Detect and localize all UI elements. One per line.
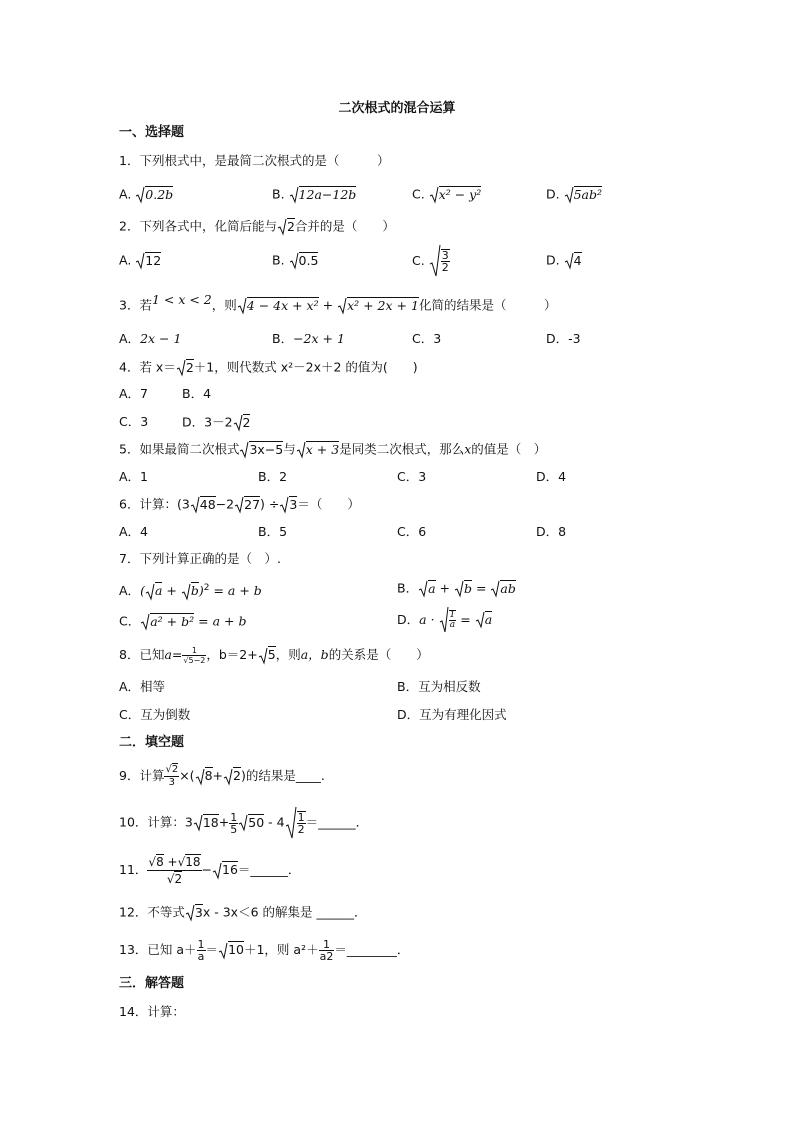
sqrt-symbol bbox=[135, 252, 145, 270]
sqrt-symbol bbox=[289, 186, 299, 204]
sqrt-symbol bbox=[234, 496, 244, 514]
q2-option-b: B. 0.5 bbox=[272, 252, 318, 270]
q5-option-b: B．2 bbox=[258, 469, 288, 484]
q2-option-d: D. 4 bbox=[546, 252, 582, 270]
q12-stem: 12．不等式 3x - 3x＜6 的解集是 ______． bbox=[119, 904, 366, 922]
sqrt-symbol bbox=[454, 580, 464, 598]
sqrt-symbol bbox=[429, 244, 441, 278]
q8-stem: 8．已知a= $\frac{1}{√5-2}$ ，b＝2+ 5，则a，b的关系是（ ） bbox=[119, 646, 429, 665]
q13-stem: 13．已知 a＋ $\frac{1}{a}$ ＝ 10＋1，则 a²＋ $\frac{1}{a2}$ ＝________． bbox=[119, 938, 410, 963]
q11-stem: 11． $\frac{√8 +√18}{√2}$ − 16＝______． bbox=[119, 855, 301, 886]
sqrt-symbol bbox=[145, 583, 155, 601]
section-heading-fill: 二．填空题 bbox=[119, 735, 185, 750]
q1-stem: 1．下列根式中，是最简二次根式的是（ ） bbox=[119, 153, 390, 168]
sqrt-symbol bbox=[277, 218, 287, 236]
sqrt-symbol bbox=[296, 441, 306, 459]
sqrt-symbol bbox=[439, 606, 449, 634]
q14-stem: 14．计算： bbox=[119, 1004, 185, 1019]
q5-stem: 5．如果最简二次根式 3x−5与 x + 3是同类二次根式，那么x的值是（ ） bbox=[119, 441, 546, 459]
sqrt-symbol bbox=[279, 496, 289, 514]
q3-stem: 3．若1 < x < 2，则 4 − 4x + x² + x² + 2x + 1化简的结果是（ ） bbox=[119, 297, 556, 315]
q6-option-c: C．6 bbox=[397, 524, 427, 539]
q8-option-c: C．互为倒数 bbox=[119, 707, 191, 722]
q5-option-d: D．4 bbox=[536, 469, 567, 484]
q6-stem: 6．计算：(3 48−2 27) ÷ 3＝（ ） bbox=[119, 496, 360, 514]
q6-option-b: B．5 bbox=[258, 524, 288, 539]
q1-option-c: C. x² − y² bbox=[412, 186, 481, 204]
q8-option-d: D．互为有理化因式 bbox=[397, 707, 507, 722]
sqrt-symbol bbox=[176, 359, 186, 377]
q7-option-b: B． a + b = ab bbox=[397, 580, 516, 598]
sqrt-symbol bbox=[237, 297, 247, 315]
q10-stem: 10．计算：3 18+ $\frac{1}{5}$ 50 - 4 $\frac{1}{2}$ ＝______． bbox=[119, 806, 368, 840]
q5-option-c: C．3 bbox=[397, 469, 427, 484]
sqrt-symbol bbox=[337, 297, 347, 315]
q3-option-c: C．3 bbox=[412, 331, 442, 346]
q7-option-d: D．a · $\frac{1}{a}$ = a bbox=[397, 606, 492, 634]
q4-option-d: D．3－2 2 bbox=[182, 414, 250, 432]
sqrt-symbol bbox=[490, 580, 500, 598]
q6-option-a: A．4 bbox=[119, 524, 149, 539]
q8-option-b: B．互为相反数 bbox=[397, 679, 481, 694]
q2-option-c: C. $\frac{3}{2}$ bbox=[412, 244, 450, 278]
sqrt-symbol bbox=[218, 942, 228, 960]
q4-option-a: A．7 bbox=[119, 386, 149, 401]
q3-option-b: B．−2x + 1 bbox=[272, 331, 345, 346]
sqrt-symbol bbox=[185, 904, 195, 922]
sqrt-symbol bbox=[212, 862, 222, 880]
q1-option-d: D. 5ab² bbox=[546, 186, 602, 204]
q8-option-a: A．相等 bbox=[119, 679, 166, 694]
sqrt-symbol bbox=[475, 611, 485, 629]
page-title: 二次根式的混合运算 bbox=[338, 101, 456, 116]
q7-option-c: C． a² + b² = a + b bbox=[119, 613, 246, 631]
q6-option-d: D．8 bbox=[536, 524, 567, 539]
sqrt-symbol bbox=[193, 814, 203, 832]
sqrt-symbol bbox=[289, 252, 299, 270]
q3-option-a: A．2x − 1 bbox=[119, 331, 182, 346]
q2-option-a: A. 12 bbox=[119, 252, 161, 270]
q7-stem: 7．下列计算正确的是（ ）. bbox=[119, 551, 281, 566]
sqrt-symbol bbox=[285, 806, 297, 840]
q4-option-c: C．3 bbox=[119, 414, 149, 429]
sqrt-symbol bbox=[233, 414, 243, 432]
sqrt-symbol bbox=[190, 496, 200, 514]
sqrt-symbol bbox=[564, 186, 574, 204]
q9-stem: 9．计算 $\frac{√2}{3}$ ×( 8+ 2)的结果是____. bbox=[119, 764, 325, 788]
q1-option-a: A. 0.2b bbox=[119, 186, 173, 204]
sqrt-symbol bbox=[195, 768, 205, 786]
sqrt-symbol bbox=[429, 186, 439, 204]
sqrt-symbol bbox=[258, 647, 268, 665]
sqrt-symbol bbox=[135, 186, 145, 204]
sqrt-symbol bbox=[418, 580, 428, 598]
q2-stem: 2．下列各式中，化简后能与 2合并的是（ ） bbox=[119, 218, 395, 236]
q4-stem: 4．若 x＝ 2＋1，则代数式 x²－2x＋2 的值为( ) bbox=[119, 359, 418, 377]
q1-option-b: B. 12a−12b bbox=[272, 186, 356, 204]
sqrt-symbol bbox=[564, 252, 574, 270]
sqrt-symbol bbox=[223, 768, 233, 786]
q3-option-d: D．-3 bbox=[546, 331, 581, 346]
sqrt-symbol bbox=[140, 613, 150, 631]
section-heading-choice: 一、选择题 bbox=[119, 125, 185, 140]
q4-option-b: B．4 bbox=[182, 386, 212, 401]
q7-option-a: A．( a + b)$^2$ = a + b bbox=[119, 580, 262, 601]
section-heading-answer: 三．解答题 bbox=[119, 976, 185, 991]
sqrt-symbol bbox=[181, 583, 191, 601]
sqrt-symbol bbox=[239, 441, 249, 459]
q5-option-a: A．1 bbox=[119, 469, 149, 484]
sqrt-symbol bbox=[238, 814, 248, 832]
